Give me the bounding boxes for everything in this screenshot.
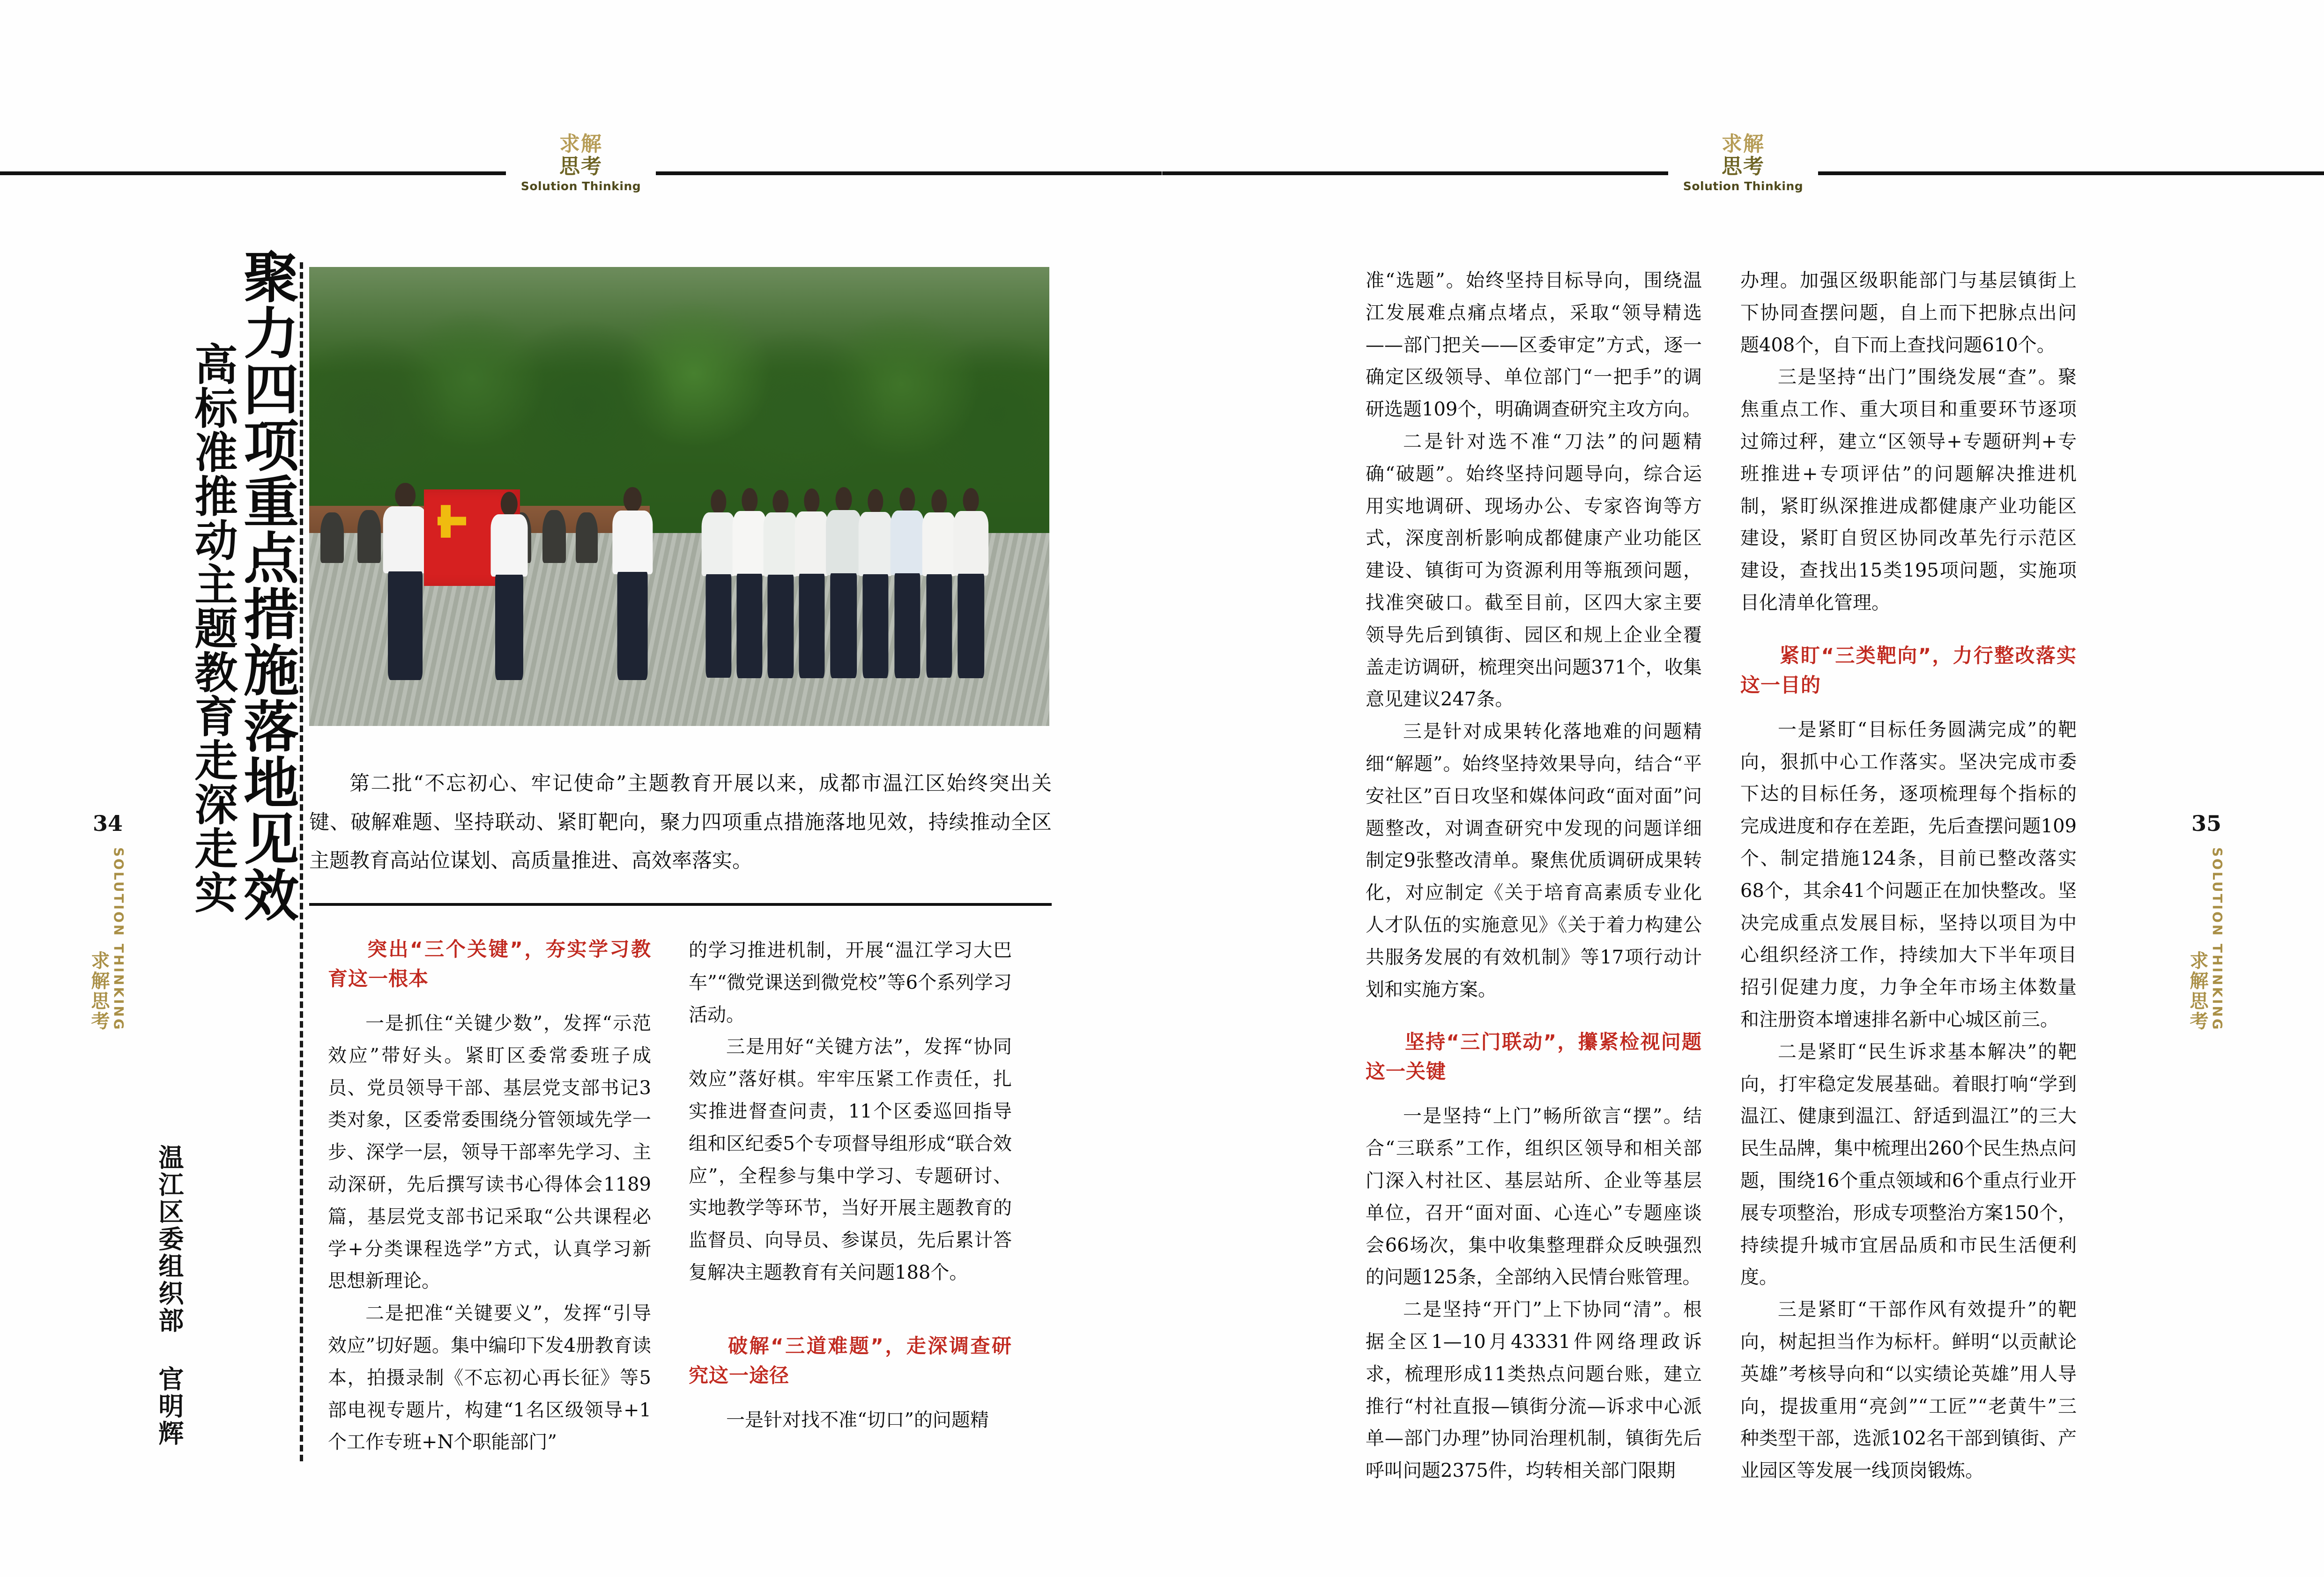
section-logo-cn-line1: 求解 (1721, 132, 1765, 156)
folio-brand-en-left: SOLUTION THINKING (111, 847, 127, 1031)
body-paragraph-continued: 准“选题”。始终坚持目标导向，围绕温江发展难点痛点堵点，采取“领导精选——部门把关——区委审定”方式，逐一确定区级领导、单位部门“一把手”的调研选题109个，明确调查研究主攻方向。 (1366, 270, 1702, 421)
body-paragraph: 三是用好“关键方法”，发挥“协同效应”落好棋。牢牢压紧工作责任，扎实推进督查问责，11个区委巡回指导组和区纪委5个专项督导组形成“联合效应”，全程参与集中学习、专题研讨、实地教学等环节，当好开展主题教育的监督员、向导员、参谋员，先后累计答复解决主题教育有关问题188个。 (689, 1036, 1012, 1283)
photo-oath-taker (764, 490, 798, 678)
body-paragraph: 三是针对成果转化落地难的问题精细“解题”。始终坚持效果导向，结合“平安社区”百日攻坚和媒体问政“面对面”问题整改，对调查研究中发现的问题详细制定9张整改清单。聚焦优质调研成果转化，对应制定《关于培育高素质专业化人才队伍的实施意见》《关于着力构建公共服务发展的有效机制》等17项行动计划和实施方案。 (1366, 721, 1702, 1000)
photo-oath-taker (826, 487, 861, 678)
running-head-right (1162, 132, 2324, 211)
photo-attendant (490, 492, 527, 680)
runhead-rule-right (656, 171, 1162, 175)
runhead-rule-right (1818, 171, 2324, 175)
photo-flag-bearer (383, 483, 428, 680)
body-paragraph: 一是坚持“上门”畅所欲言“摆”。结合“三联系”工作，组织区领导和相关部门深入村社区、基层站所、企业等基层单位，召开“面对面、心连心”专题座谈会66场次，集中收集整理群众反映强烈的问题125条，全部纳入民情台账管理。 (1366, 1105, 1702, 1288)
body-paragraph: 二是坚持“开门”上下协同“清”。根据全区1—10月43331件网络理政诉求，梳理形成11类热点问题台账，建立推行“村社直报—镇街分流—诉求中心派单—部门办理”协同治理机制，镇街先后呼叫问题2375件，均转相关部门限期 (1366, 1299, 1702, 1482)
right-column-2 (1740, 265, 2077, 1487)
photo-oath-taker (953, 488, 989, 678)
photo-statue (357, 510, 381, 563)
folio-right (2181, 813, 2232, 1033)
body-paragraph: 二是紧盯“民生诉求基本解决”的靶向，打牢稳定发展基础。着眼打响“学到温江、健康到温江、舒适到温江”的三大民生品牌，集中梳理出260个民生热点问题，围绕16个重点领域和6个重点行业开展专项整治，形成专项整治方案150个，持续提升城市宜居品质和市民生活便利度。 (1740, 1041, 2077, 1288)
section-heading-3: 坚持“三门联动”，攥紧检视问题这一关键 (1366, 1030, 1702, 1083)
lead-paragraph: 第二批“不忘初心、牢记使命”主题教育开展以来，成都市温江区始终突出关键、破解难题、坚持联动、紧盯靶向，聚力四项重点措施落地见效，持续推动全区主题教育高站位谋划、高质量推进、高效率落实。 (309, 772, 1052, 873)
masthead-title-block (141, 248, 299, 1452)
body-paragraph-continued: 的学习推进机制，开展“温江学习大巴车”“微党课送到微党校”等6个系列学习活动。 (689, 940, 1012, 1026)
section-logo-cn-line2: 思考 (559, 155, 602, 178)
photo-oath-taker (733, 488, 767, 678)
section-logo (1683, 134, 1803, 192)
photo-party-emblem (438, 505, 467, 538)
photo-oath-taker (701, 489, 735, 678)
body-paragraph: 二是把准“关键要义”，发挥“引导效应”切好题。集中编印下发4册教育读本，拍摄录制《不忘初心再长征》等5部电视专题片，构建“1名区级领导+1个工作专班+N个职能部门” (328, 1303, 651, 1453)
folio-brand-en-right: SOLUTION THINKING (2210, 847, 2226, 1031)
body-paragraph: 一是紧盯“目标任务圆满完成”的靶向，狠抓中心工作落实。坚决完成市委下达的目标任务，逐项梳理每个指标的完成进度和存在差距，先后查摆问题109个、制定措施124条，目前已整改落实68个，其余41个问题正在加快整改。坚决完成重点发展目标，坚持以项目为中心组织经济工作，持续加大下半年项目招引促建力度，力争全年市场主体数量和注册资本增速排名新中心城区前三。 (1740, 718, 2077, 1030)
running-head-left (0, 132, 1162, 211)
body-paragraph: 一是抓住“关键少数”，发挥“示范效应”带好头。紧盯区委常委班子成员、党员领导干部、基层党支部书记3类对象，区委常委围绕分管领域先学一步、深学一层，领导干部率先学习、主动深研，先后撰写读书心得体会1189篇，基层党支部书记采取“公共课程必学+分类课程选学”方式，认真学习新思想新理论。 (328, 1013, 651, 1292)
runhead-rule-left (1162, 171, 1668, 175)
section-logo (521, 134, 641, 192)
photo-oath-taker (922, 489, 956, 678)
page-number-right: 35 (2191, 811, 2221, 836)
page-title: 聚力四项重点措施落地见效 (234, 248, 299, 923)
section-heading-1: 突出“三个关键”，夯实学习教育这一根本 (328, 938, 651, 990)
article-photo (309, 267, 1049, 726)
section-heading-2: 破解“三道难题”，走深调查研究这一途径 (689, 1334, 1012, 1387)
body-paragraph: 三是坚持“出门”围绕发展“查”。聚焦重点工作、重大项目和重要环节逐项过筛过秤，建立“区领导+专题研判+专班推进+专项评估”的问题解决推进机制，紧盯纵深推进成都健康产业功能区建设，紧盯自贸区协同改革先行示范区建设，查找出15类195项问题，实施项目化清单化管理。 (1740, 366, 2077, 614)
photo-statue (320, 512, 344, 563)
folio-brand-cn-right: 求解思考 (2186, 950, 2209, 1031)
photo-oath-taker (794, 489, 829, 678)
folio-brand-cn-left: 求解思考 (88, 950, 110, 1031)
photo-oath-leader (613, 487, 653, 680)
left-column-2 (689, 934, 1012, 1436)
right-column-1 (1366, 265, 1702, 1487)
body-paragraph: 一是针对找不准“切口”的问题精 (726, 1409, 989, 1431)
section-logo-en: Solution Thinking (520, 179, 641, 193)
body-paragraph-continued: 办理。加强区级职能部门与基层镇街上下协同查摆问题，自上而下把脉点出问题408个，自下而上查找问题610个。 (1740, 270, 2077, 356)
photo-oath-taker (890, 488, 924, 678)
author-byline: 温江区委组织部 官明辉 (154, 1144, 184, 1447)
section-heading-4: 紧盯“三类靶向”，力行整改落实这一目的 (1740, 644, 2077, 696)
photo-oath-taker (858, 489, 892, 678)
photo-statue (542, 510, 566, 563)
page-number-left: 34 (92, 811, 123, 836)
section-logo-cn-line2: 思考 (1721, 155, 1765, 178)
runhead-rule-left (0, 171, 506, 175)
lead-separator-rule (309, 903, 1052, 906)
vertical-dashed-divider (300, 262, 303, 1461)
section-logo-en: Solution Thinking (1683, 179, 1804, 193)
section-logo-cn-line1: 求解 (559, 132, 602, 156)
photo-statue (576, 512, 598, 563)
body-paragraph: 二是针对选不准“刀法”的问题精确“破题”。始终坚持问题导向，综合运用实地调研、现场办公、专家咨询等方式，深度剖析影响成都健康产业功能区建设、镇街可为资源利用等瓶颈问题，找准突破口。截至目前，区四大家主要领导先后到镇街、园区和规上企业全覆盖走访调研，梳理突出问题371个，收集意见建议247条。 (1366, 430, 1702, 711)
page-subtitle: 高标准推动主题教育走深走实 (187, 342, 238, 914)
left-column-1 (328, 934, 651, 1459)
body-paragraph: 三是紧盯“干部作风有效提升”的靶向，树起担当作为标杆。鲜明“以贡献论英雄”考核导向和“以实绩论英雄”用人导向，提拔重用“亮剑”“工匠”“老黄牛”三种类型干部，选派102名干部到镇街、产业园区等发展一线顶岗锻炼。 (1740, 1299, 2077, 1482)
folio-left (82, 813, 134, 1033)
